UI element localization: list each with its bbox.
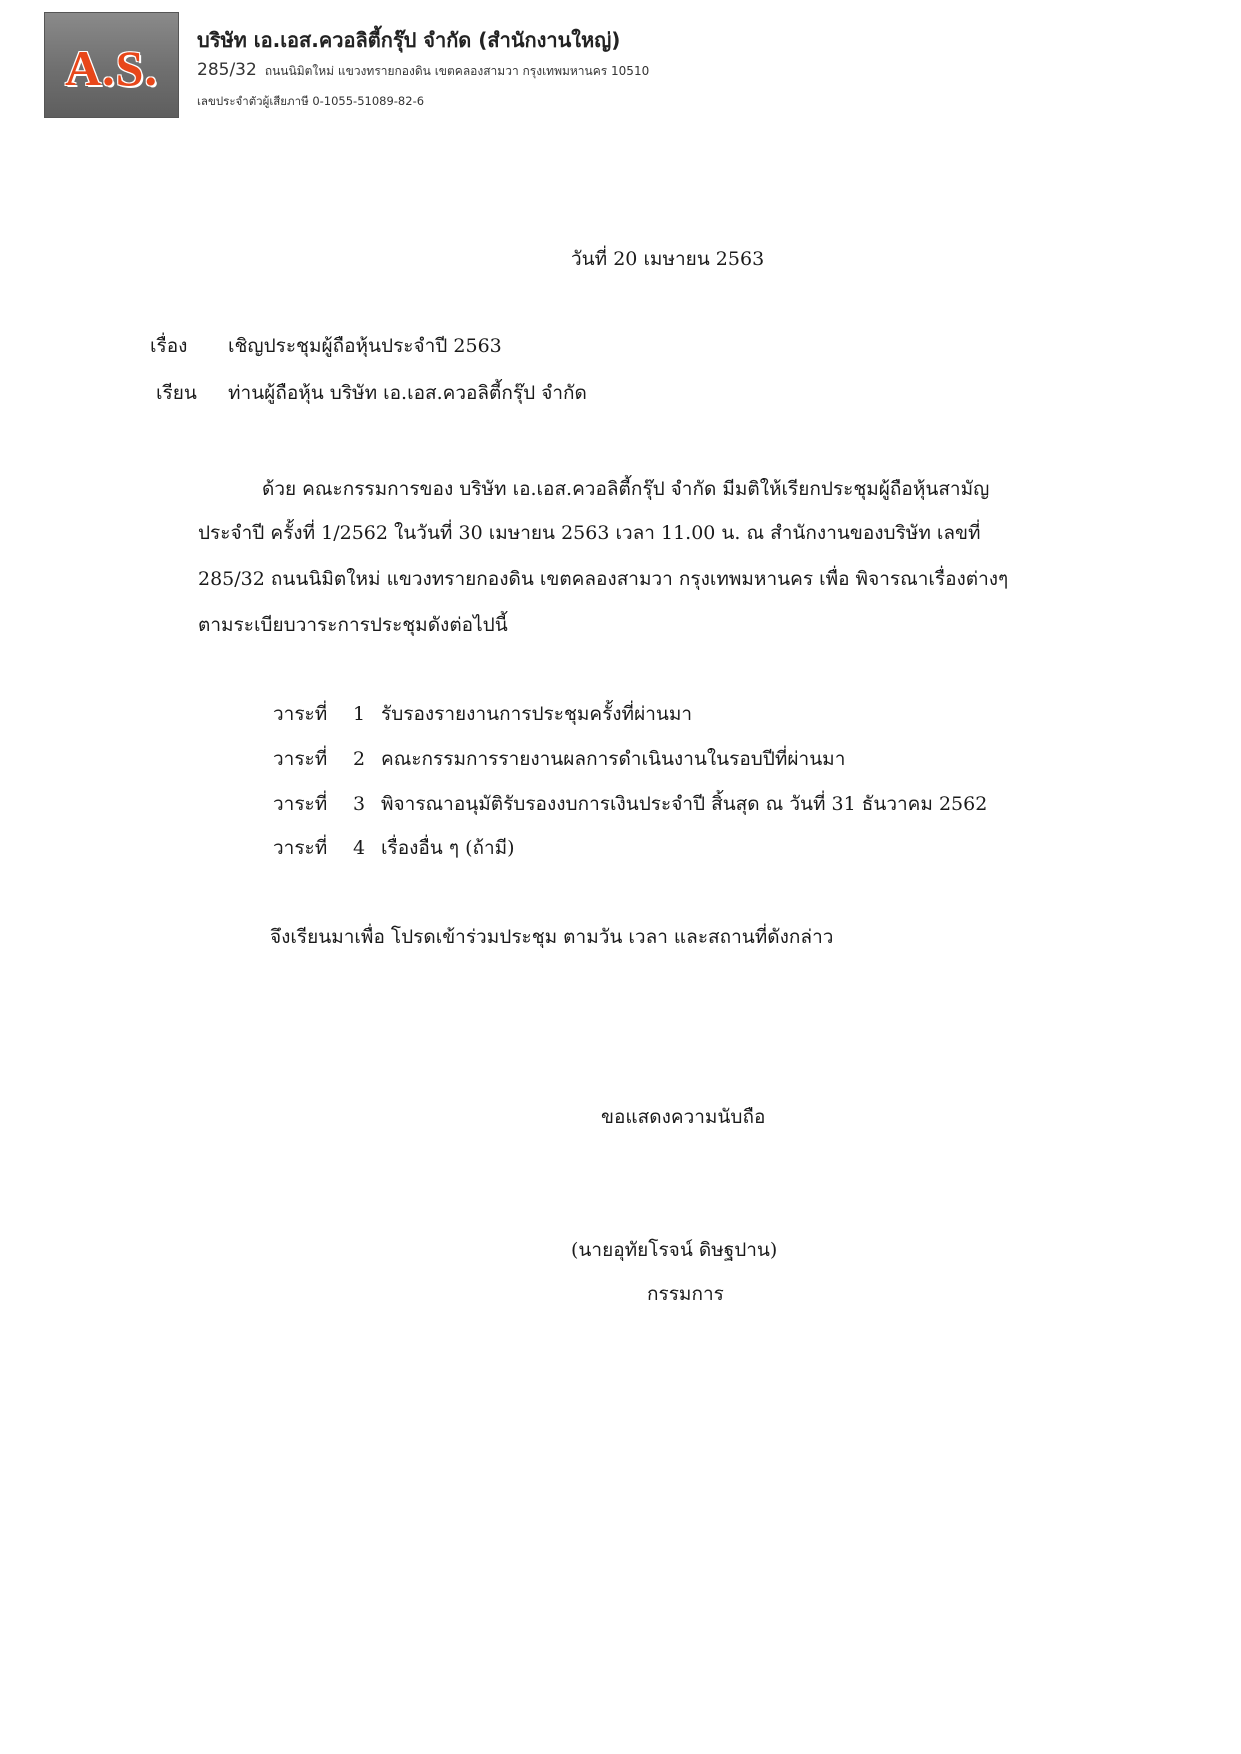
agenda-text: เรื่องอื่น ๆ (ถ้ามี): [381, 837, 515, 859]
company-tax-id: เลขประจำตัวผู้เสียภาษี 0-1055-51089-82-6: [197, 94, 425, 108]
agenda-label: วาระที่: [273, 793, 328, 815]
body-line: 285/32 ถนนนิมิตใหม่ แขวงทรายกองดิน เขตคลองสามวา กรุงเทพมหานคร เพื่อ พิจารณาเรื่องต่างๆ: [198, 568, 1009, 590]
signer-name: (นายอุทัยโรจน์ ดิษฐปาน): [571, 1239, 778, 1261]
agenda-item: [273, 795, 987, 814]
body-line: ด้วย คณะกรรมการของ บริษัท เอ.เอส.ควอลิตี้กรุ๊ป จำกัด มีมติให้เรียกประชุมผู้ถือหุ้นสามัญ: [262, 478, 990, 500]
closing-sentence: จึงเรียนมาเพื่อ โปรดเข้าร่วมประชุม ตามวัน เวลา และสถานที่ดังกล่าว: [270, 926, 834, 948]
company-logo: [44, 12, 179, 118]
agenda-number: 1: [353, 703, 366, 725]
company-address: [197, 60, 649, 81]
agenda-text: รับรองรายงานการประชุมครั้งที่ผ่านมา: [381, 703, 693, 725]
signer-title: กรรมการ: [647, 1283, 724, 1305]
regards-line: ขอแสดงความนับถือ: [601, 1106, 766, 1128]
company-name: บริษัท เอ.เอส.ควอลิตี้กรุ๊ป จำกัด (สำนักงานใหญ่): [197, 28, 621, 52]
agenda-label: วาระที่: [273, 703, 328, 725]
body-line: ประจำปี ครั้งที่ 1/2562 ในวันที่ 30 เมษายน 2563 เวลา 11.00 น. ณ สำนักงานของบริษัท เลขที่: [198, 522, 981, 544]
logo-text: A.S.: [65, 40, 158, 96]
addressee-value: ท่านผู้ถือหุ้น บริษัท เอ.เอส.ควอลิตี้กรุ๊ป จำกัด: [228, 382, 587, 404]
agenda-item: [273, 705, 692, 724]
subject-value: เชิญประชุมผู้ถือหุ้นประจำปี 2563: [228, 335, 502, 357]
agenda-item: [273, 839, 515, 858]
body-line: ตามระเบียบวาระการประชุมดังต่อไปนี้: [198, 614, 508, 636]
address-number: 285/32: [197, 60, 257, 80]
agenda-label: วาระที่: [273, 748, 328, 770]
agenda-text: พิจารณาอนุมัติรับรองงบการเงินประจำปี สิ้นสุด ณ วันที่ 31 ธันวาคม 2562: [381, 793, 988, 815]
agenda-number: 3: [353, 793, 366, 815]
agenda-item: [273, 750, 845, 769]
agenda-number: 2: [353, 748, 366, 770]
subject-label: เรื่อง: [150, 335, 188, 357]
agenda-label: วาระที่: [273, 837, 328, 859]
agenda-number: 4: [353, 837, 366, 859]
letter-date: วันที่ 20 เมษายน 2563: [571, 248, 765, 270]
address-rest: ถนนนิมิตใหม่ แขวงทรายกองดิน เขตคลองสามวา กรุงเทพมหานคร 10510: [264, 64, 650, 78]
addressee-label: เรียน: [156, 382, 197, 404]
agenda-text: คณะกรรมการรายงานผลการดำเนินงานในรอบปีที่ผ่านมา: [381, 748, 846, 770]
